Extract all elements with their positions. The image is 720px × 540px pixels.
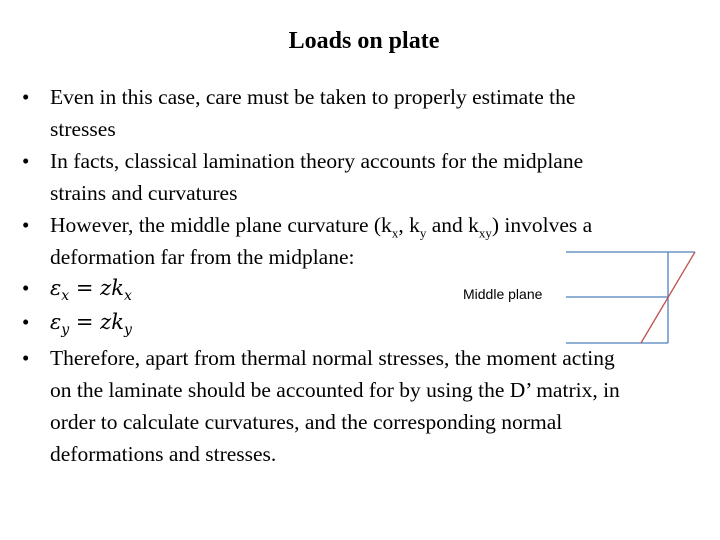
bullet-text: Therefore, apart from thermal normal stresses, the moment acting (50, 346, 615, 370)
bullet-text: order to calculate curvatures, and the corresponding normal (50, 410, 563, 434)
bullet-text: deformation far from the midplane: (50, 245, 355, 269)
equation: $\varepsilon_y = zk_y$ (50, 310, 132, 339)
diagram-mask (596, 239, 668, 257)
bullet-text: deformations and stresses. (50, 442, 277, 466)
bullet-text: strains and curvatures (50, 181, 238, 205)
bullet-text: stresses (50, 117, 116, 141)
bullet-text: on the laminate should be accounted for by using the D’ matrix, in (50, 378, 620, 402)
middle-plane-label: Middle plane (463, 286, 543, 302)
bullet-dot-icon: • (22, 85, 30, 109)
bullet-dot-icon: • (22, 213, 30, 237)
bullet-text: However, the middle plane curvature ($k_x$, $k_y$ and $k_{xy}$) involves a (50, 213, 593, 241)
bullet-dot-icon: • (22, 346, 30, 370)
bullet-dot-icon: • (22, 310, 30, 334)
slide-title: Loads on plate (288, 28, 440, 54)
bullet-text: In facts, classical lamination theory accounts for the midplane (50, 149, 584, 173)
equation: $\varepsilon_x = zk_x$ (50, 276, 132, 305)
bullet-dot-icon: • (22, 149, 30, 173)
bullet-text: Even in this case, care must be taken to properly estimate the (50, 85, 576, 109)
bullet-dot-icon: • (22, 276, 30, 300)
